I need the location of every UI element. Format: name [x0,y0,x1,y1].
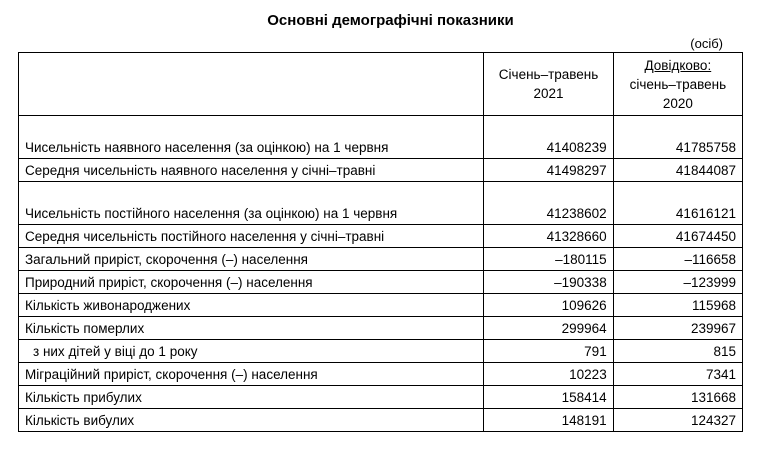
table-row [19,363,743,386]
header-2021-line1: Січень–травень [498,67,599,82]
header-2020-cell [613,53,742,116]
table-row [19,294,743,317]
value-2021: 158414 [484,386,613,409]
table-header-row [19,53,743,116]
page-title: Основні демографічні показники [267,12,514,29]
value-2020: 131668 [613,386,742,409]
row-label: Кількість померлих [19,317,484,340]
row-label: Кількість живонароджених [19,294,484,317]
table-row [19,340,743,363]
value-2020: 815 [613,340,742,363]
value-2020: 124327 [613,409,742,432]
value-2021: 41328660 [484,225,613,248]
value-2021: 10223 [484,363,613,386]
table-row [19,317,743,340]
value-2021: 148191 [484,409,613,432]
unit-label: (осіб) [690,36,723,51]
row-label: Кількість вибулих [19,409,484,432]
value-2020: 41674450 [613,225,742,248]
header-2020-line1: січень–травень [629,76,727,92]
value-2020: 239967 [613,317,742,340]
table-row [19,386,743,409]
table-row [19,248,743,271]
row-label: Чисельність постійного населення (за оцінкою) на 1 червня [19,182,484,225]
header-2021-line2: 2021 [533,86,564,101]
value-2020: –116658 [613,248,742,271]
value-2021: 299964 [484,317,613,340]
table-row [19,409,743,432]
value-2021: 109626 [484,294,613,317]
value-2021: 41408239 [484,116,613,159]
row-label: Середня чисельність постійного населення у січні–травні [19,225,484,248]
table-body [19,116,743,432]
value-2020: 41616121 [613,182,742,225]
header-label-cell [19,53,484,116]
header-2020-line2: 2020 [662,95,693,111]
row-label: Чисельність наявного населення (за оцінкою) на 1 червня [19,116,484,159]
value-2021: –180115 [484,248,613,271]
value-2021: 41238602 [484,182,613,225]
row-label: Кількість прибулих [19,386,484,409]
value-2021: –190338 [484,271,613,294]
value-2020: 41844087 [613,159,742,182]
header-2021-cell [484,53,613,116]
row-label: Міграційний приріст, скорочення (–) населення [19,363,484,386]
value-2020: –123999 [613,271,742,294]
table-row [19,225,743,248]
value-2021: 791 [484,340,613,363]
value-2021: 41498297 [484,159,613,182]
row-label: Загальний приріст, скорочення (–) населення [19,248,484,271]
row-label: Природний приріст, скорочення (–) населення [19,271,484,294]
value-2020: 115968 [613,294,742,317]
table-row [19,116,743,159]
demographics-table [18,52,743,432]
row-label: Середня чисельність наявного населення у січні–травні [19,159,484,182]
row-label: з них дітей у віці до 1 року [19,340,484,363]
table-row [19,271,743,294]
value-2020: 41785758 [613,116,742,159]
table-row [19,159,743,182]
value-2020: 7341 [613,363,742,386]
header-2020-note: Довідково: [644,57,712,73]
table-row [19,182,743,225]
